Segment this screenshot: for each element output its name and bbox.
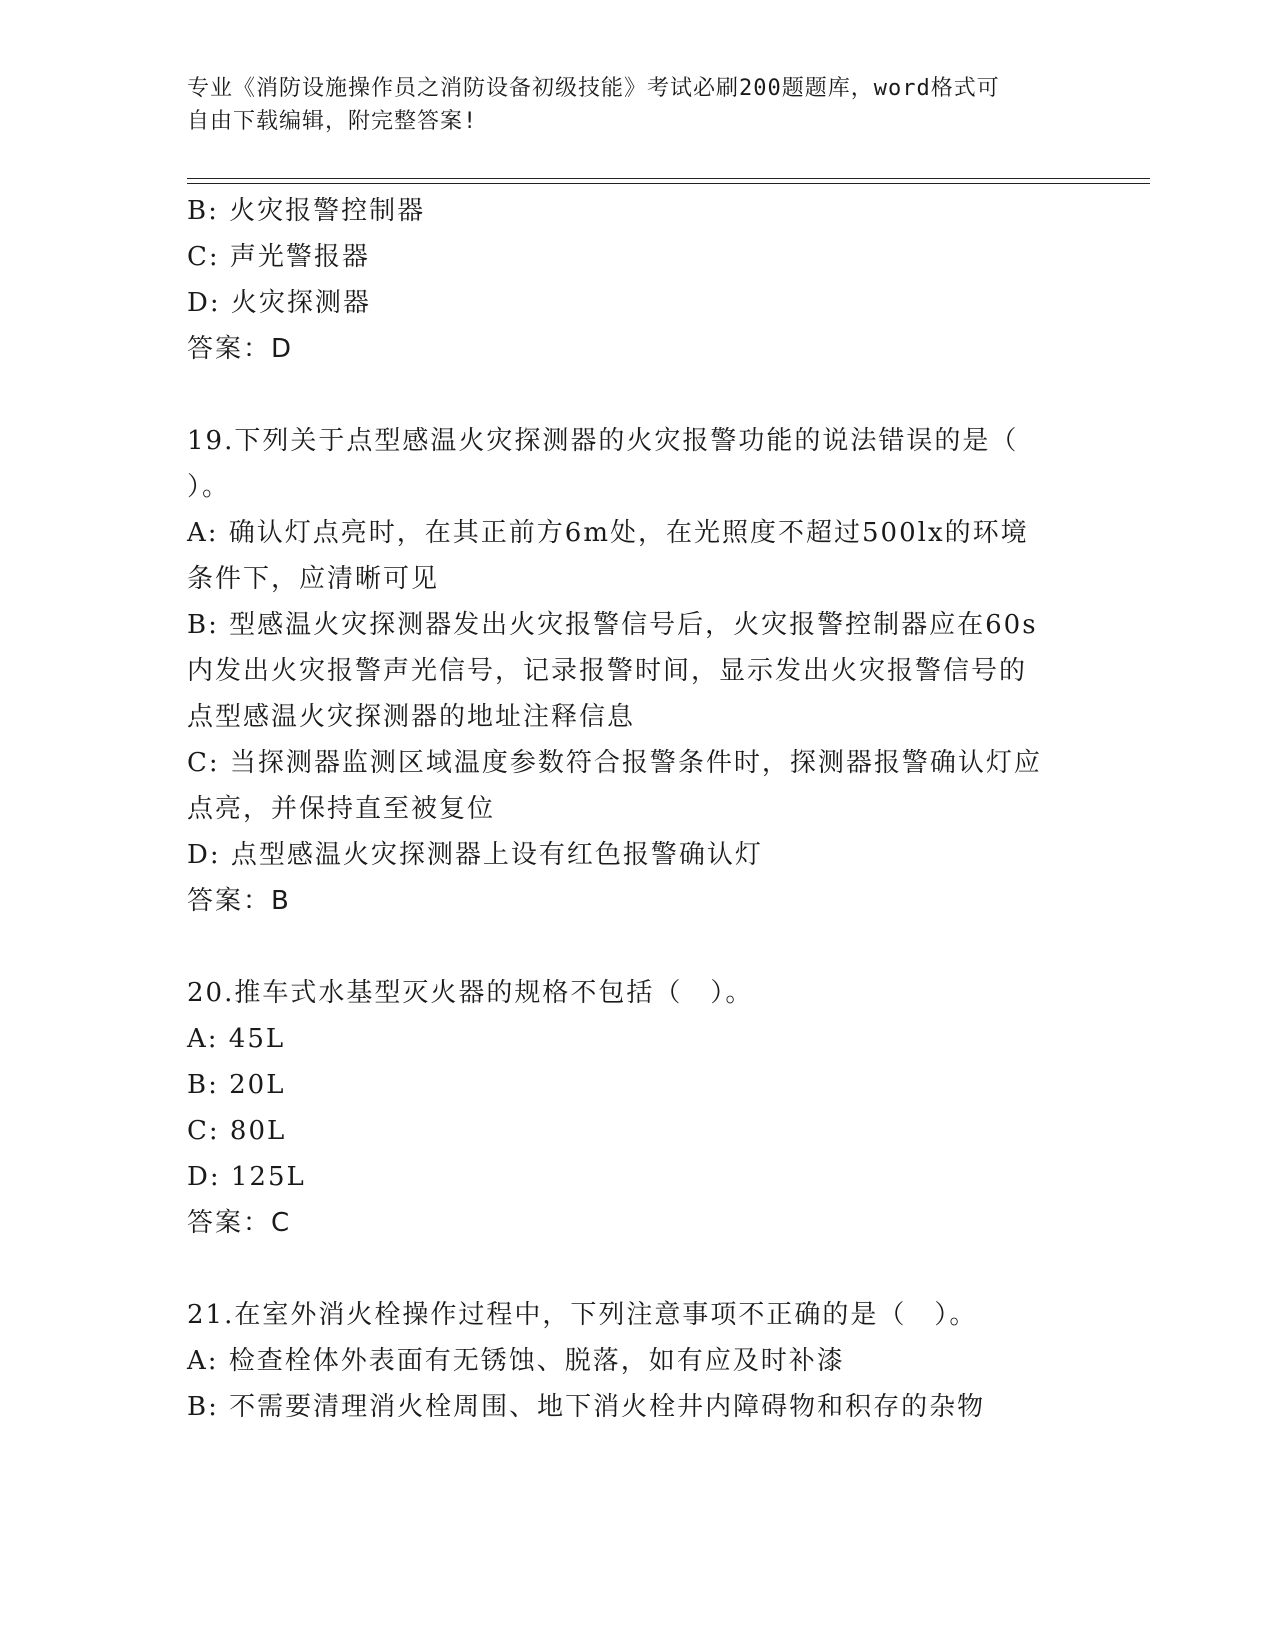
header-line-1: 专业《消防设施操作员之消防设备初级技能》考试必刷200题题库，word格式可 [187, 76, 1000, 101]
header-divider-top [187, 178, 1150, 179]
document-header [187, 72, 1067, 138]
spacer [187, 924, 1067, 970]
option-a: A: 检查栓体外表面有无锈蚀、脱落，如有应及时补漆 [187, 1346, 845, 1376]
option-b: B: 20L [187, 1070, 286, 1100]
question-content [187, 188, 1067, 1430]
option-a: A: 45L [187, 1024, 286, 1054]
question-stem: 19.下列关于点型感温火灾探测器的火灾报警功能的说法错误的是（ [187, 426, 1019, 456]
answer-label: 答案： [187, 1208, 272, 1238]
option-b: B: 型感温火灾探测器发出火灾报警信号后，火灾报警控制器应在60s [187, 610, 1038, 640]
header-line-2: 自由下载编辑，附完整答案! [187, 109, 478, 134]
question-stem: 21.在室外消火栓操作过程中，下列注意事项不正确的是（ ）。 [187, 1300, 978, 1330]
question-21 [187, 1292, 1067, 1430]
answer-value: B [271, 886, 291, 916]
answer-line [187, 326, 1067, 372]
answer-label: 答案： [187, 334, 272, 364]
option-d: D: 点型感温火灾探测器上设有红色报警确认灯 [187, 840, 763, 870]
option-b: B: 火灾报警控制器 [187, 196, 426, 226]
option-b: B: 不需要清理消火栓周围、地下消火栓井内障碍物和积存的杂物 [187, 1392, 986, 1422]
header-divider-bottom [187, 183, 1150, 184]
option-a: A: 确认灯点亮时，在其正前方6m处，在光照度不超过500lx的环境 [187, 518, 1029, 548]
question-stem-cont: ）。 [187, 472, 231, 502]
spacer [187, 1246, 1067, 1292]
option-d: D: 125L [187, 1162, 306, 1192]
option-d: D: 火灾探测器 [187, 288, 371, 318]
answer-value: D [271, 334, 294, 364]
answer-line [187, 878, 1067, 924]
option-b-cont: 内发出火灾报警声光信号，记录报警时间，显示发出火灾报警信号的 [187, 656, 1028, 686]
option-a-cont: 条件下，应清晰可见 [187, 564, 440, 594]
answer-line [187, 1200, 1067, 1246]
option-c: C: 声光警报器 [187, 242, 370, 272]
question-stem: 20.推车式水基型灭火器的规格不包括（ ）。 [187, 978, 754, 1008]
answer-label: 答案： [187, 886, 272, 916]
option-c-cont: 点亮，并保持直至被复位 [187, 794, 496, 824]
option-c: C: 80L [187, 1116, 287, 1146]
option-c: C: 当探测器监测区域温度参数符合报警条件时，探测器报警确认灯应 [187, 748, 1042, 778]
question-20 [187, 970, 1067, 1246]
answer-value: C [271, 1208, 292, 1238]
spacer [187, 372, 1067, 418]
option-b-cont: 点型感温火灾探测器的地址注释信息 [187, 702, 636, 732]
question-19 [187, 418, 1067, 924]
